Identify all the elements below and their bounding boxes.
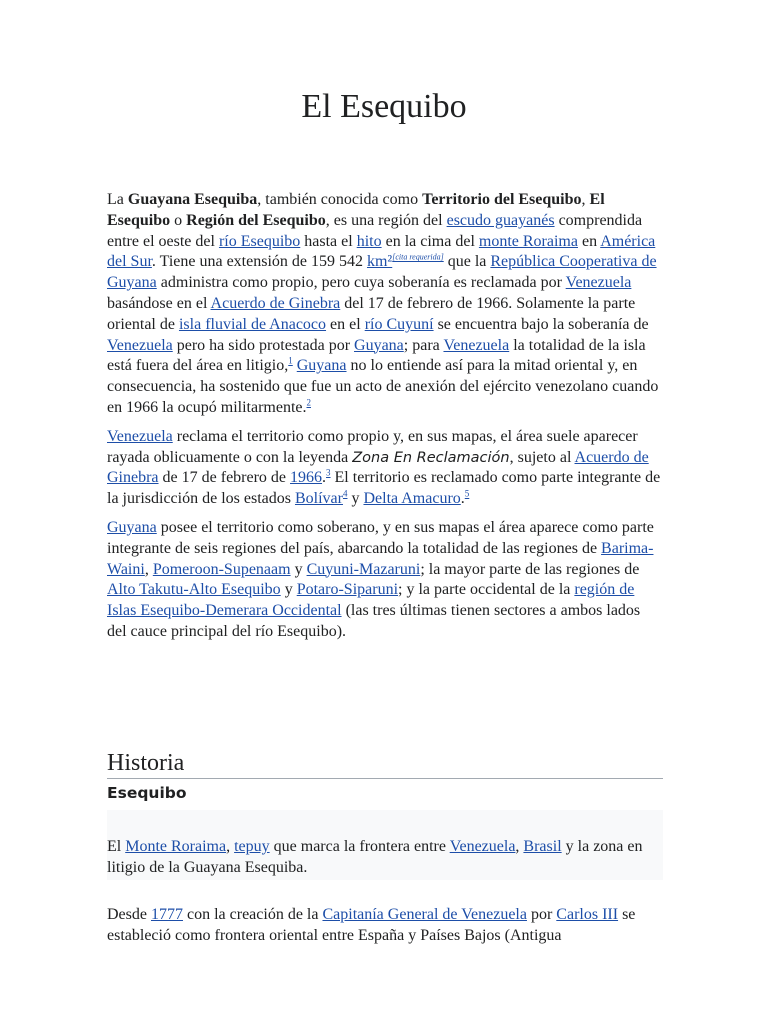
text: administra como propio, pero cuya soberanía es reclamada por — [156, 274, 566, 292]
text: , también conocida como — [257, 191, 423, 208]
page-title: El Esequibo — [301, 88, 467, 125]
link-barima-waini[interactable]: Barima-Waini — [107, 539, 654, 578]
link-rio-esequibo[interactable]: río Esequibo — [218, 232, 301, 250]
link-escudo-guayanes[interactable]: escudo guayanés — [446, 211, 555, 229]
text: se estableció como frontera oriental entre España y Países Bajos (Antigua — [107, 906, 636, 944]
bold-term: Guayana Esequiba — [127, 191, 258, 208]
text: . Tiene una extensión de 159 542 — [151, 253, 367, 271]
text: que la — [443, 253, 491, 271]
text: , es una región del — [325, 211, 447, 229]
link-venezuela[interactable]: Venezuela — [565, 274, 632, 292]
text: El — [107, 838, 126, 855]
text: (las tres últimas tienen sectores a ambos lados del cauce principal del río Esequibo). — [107, 602, 641, 640]
text: del 17 de febrero de 1966. Solamente la parte oriental de — [107, 294, 636, 333]
link-pomeroon-supenaam[interactable]: Pomeroon-Supenaam — [152, 560, 291, 578]
text: la totalidad de la isla está fuera del área en litigio, — [107, 336, 646, 375]
text: ; y la parte occidental de la — [398, 581, 575, 599]
reference-link[interactable]: 2 — [306, 397, 311, 408]
text: , — [226, 838, 235, 855]
text: en — [577, 232, 601, 250]
link-capitania-general[interactable]: Capitanía General de Venezuela — [322, 906, 527, 923]
link-acuerdo-ginebra[interactable]: Acuerdo de Ginebra — [210, 294, 341, 312]
link-rio-cuyuni[interactable]: río Cuyuní — [364, 315, 434, 333]
link-cuyuni-mazaruni[interactable]: Cuyuni-Mazaruni — [306, 560, 421, 578]
text: posee el territorio como soberano, y en sus mapas el área aparece como parte integrante de seis regiones del país, abarcando la totalidad de las regiones de — [107, 518, 654, 557]
link-1966[interactable]: 1966 — [290, 469, 323, 487]
reference-link[interactable]: 5 — [464, 488, 470, 499]
text: en la cima del — [381, 232, 479, 250]
paragraph-venezuela — [107, 427, 663, 510]
text: y — [347, 490, 364, 508]
text: comprendida entre el oeste del — [107, 211, 643, 250]
text: y — [290, 560, 307, 578]
link-venezuela[interactable]: Venezuela — [107, 336, 173, 354]
link-guyana[interactable]: Guyana — [107, 518, 157, 536]
link-tepuy[interactable]: tepuy — [234, 838, 270, 855]
reference-5[interactable] — [465, 489, 470, 499]
link-brasil[interactable]: Brasil — [523, 838, 562, 855]
link-bolivar[interactable]: Bolívar — [294, 490, 343, 508]
text: en el — [326, 315, 365, 333]
reference-link[interactable]: 3 — [326, 468, 331, 479]
text: y la zona en litigio de la Guayana Esequiba. — [107, 838, 643, 876]
link-delta-amacuro[interactable]: Delta Amacuro — [363, 490, 461, 508]
text: ; la mayor parte de las regiones de — [420, 560, 640, 578]
text: El territorio es reclamado como parte integrante de la jurisdicción de los estados — [107, 469, 661, 508]
link-potaro-siparuni[interactable]: Potaro-Siparuni — [296, 581, 399, 599]
text: pero ha sido protestada por — [172, 336, 355, 354]
link-acuerdo-ginebra[interactable]: Acuerdo de Ginebra — [107, 448, 649, 487]
link-cita-requerida[interactable]: [cita requerida] — [392, 253, 444, 263]
text: , — [581, 191, 590, 208]
text: que marca la frontera entre — [269, 838, 450, 855]
text: , — [144, 560, 153, 578]
link-hito[interactable]: hito — [356, 232, 382, 250]
bold-term: El Esequibo — [107, 191, 605, 229]
text: . — [460, 490, 465, 508]
section-heading-historia: Historia — [107, 750, 663, 779]
reference-link[interactable]: 4 — [342, 488, 348, 499]
link-carlos-iii[interactable]: Carlos III — [556, 906, 619, 923]
link-guyana[interactable]: Guyana — [296, 357, 347, 375]
link-guyana[interactable]: Guyana — [354, 336, 404, 354]
text: La — [107, 191, 128, 208]
link-republica-guyana[interactable]: República Cooperativa de Guyana — [107, 253, 657, 292]
link-venezuela[interactable]: Venezuela — [107, 427, 173, 445]
bold-term: Región del Esequibo — [186, 211, 326, 229]
link-venezuela[interactable]: Venezuela — [443, 336, 510, 354]
text: y — [280, 581, 297, 599]
text: de 17 de febrero de — [158, 469, 291, 487]
image-caption — [107, 810, 663, 880]
link-isla-anacoco[interactable]: isla fluvial de Anacoco — [178, 315, 327, 333]
text: se encuentra bajo la soberanía de — [433, 315, 649, 333]
text: ; para — [403, 336, 444, 354]
subsection-heading-esequibo: Esequibo — [107, 784, 187, 802]
reference-link[interactable]: 1 — [288, 356, 293, 367]
article-body — [107, 190, 663, 651]
text: o — [170, 211, 187, 229]
italic-legend: Zona En Reclamación — [352, 449, 510, 466]
paragraph-desde-1777 — [107, 905, 663, 947]
text: no lo entiende así para la mitad oriental y, en consecuencia, ha sostenido que fue un acto de anexión del ejército venezolano cuando en 1966 la ocupó militarmente. — [107, 357, 659, 416]
link-km2[interactable]: km² — [366, 253, 393, 271]
text: reclama el territorio como propio y, en sus mapas, el área suele aparecer rayada oblicuamente o con la leyenda — [107, 427, 638, 466]
link-venezuela[interactable]: Venezuela — [449, 838, 516, 855]
paragraph-guyana — [107, 518, 663, 643]
link-1777[interactable]: 1777 — [150, 906, 183, 923]
text: , — [515, 838, 524, 855]
text: . — [322, 469, 327, 487]
paragraph-intro — [107, 190, 663, 419]
text: Desde — [107, 906, 151, 923]
link-america-del-sur[interactable]: América del Sur — [107, 232, 656, 271]
text: basándose en el — [107, 294, 211, 312]
citation-needed[interactable] — [392, 253, 443, 262]
reference-2[interactable] — [307, 398, 312, 408]
text: , sujeto al — [509, 448, 575, 466]
link-monte-roraima[interactable]: monte Roraima — [478, 232, 578, 250]
text: con la creación de la — [182, 906, 323, 923]
bold-term: Territorio del Esequibo — [422, 191, 582, 208]
text: hasta el — [300, 232, 357, 250]
link-monte-roraima[interactable]: Monte Roraima — [125, 838, 227, 855]
link-alto-takutu[interactable]: Alto Takutu-Alto Esequibo — [107, 581, 281, 599]
link-islas-esequibo-demerara[interactable]: región de Islas Esequibo-Demerara Occidental — [107, 581, 635, 620]
text: por — [526, 906, 557, 923]
